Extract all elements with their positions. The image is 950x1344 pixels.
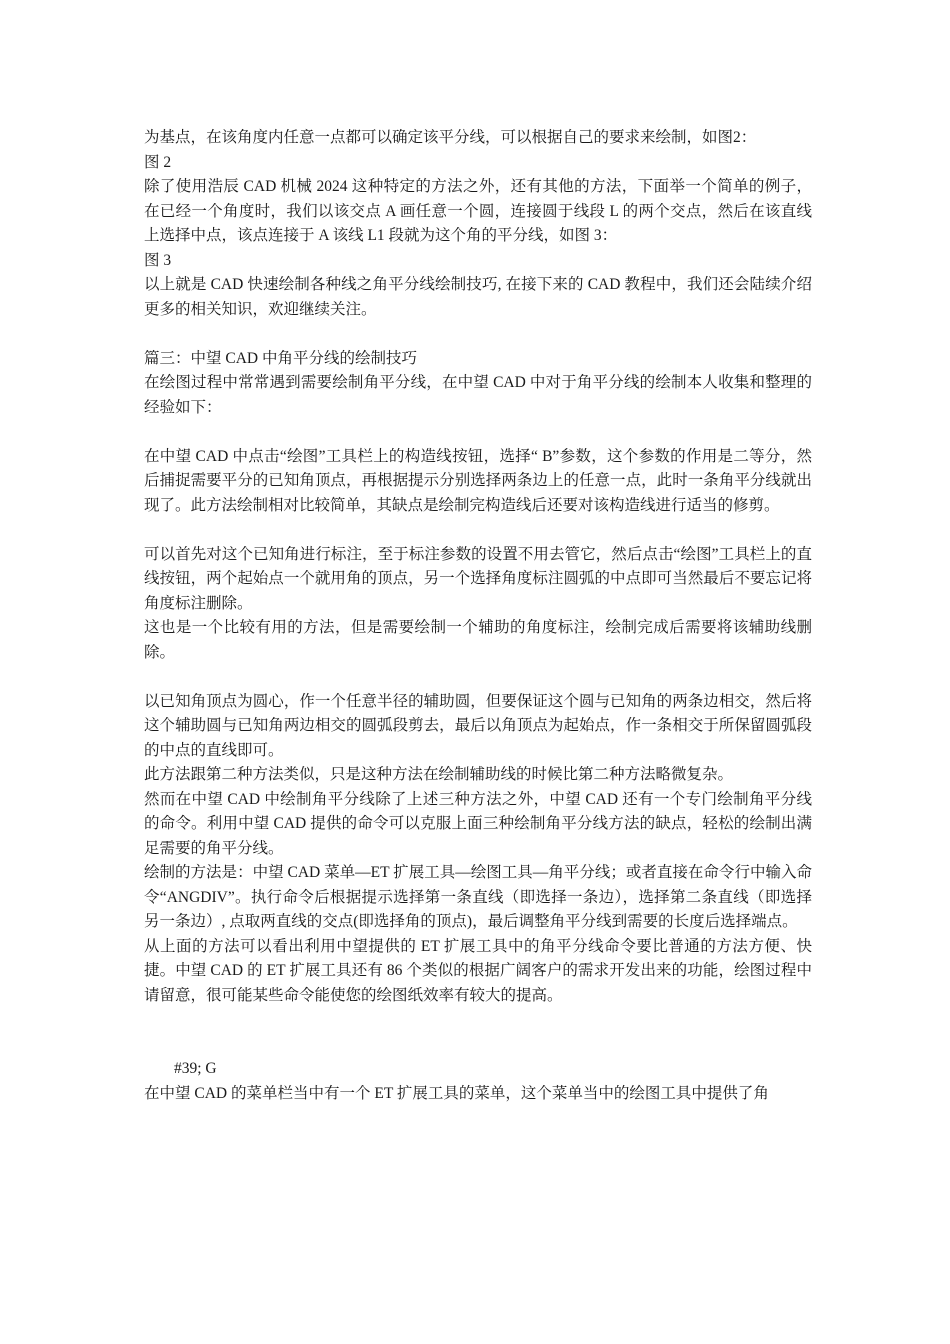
figure-caption: 图 3 [144,251,172,269]
spacer [144,665,812,690]
spacer [144,420,812,445]
spacer [144,1008,812,1057]
paragraph: 绘制的方法是：中望 CAD 菜单—ET 扩展工具—绘图工具—角平分线；或者直接在命令行中输入命令“ANGDIV”。执行命令后根据提示选择第一条直线（即选择一条边），选择第二条直线（即选择另一条边）, 点取两直线的交点(即选择角的顶点)，最后调整角平分线到需要的长度后选择端点。 [144,864,812,930]
paragraph: 在绘图过程中常常遇到需要绘制角平分线，在中望 CAD 中对于角平分线的绘制本人收集和整理的经验如下： [144,374,812,416]
spacer [144,518,812,543]
section-heading: 篇三：中望 CAD 中角平分线的绘制技巧 [144,349,417,367]
paragraph: 为基点，在该角度内任意一点都可以确定该平分线，可以根据自己的要求来绘制，如图2： [144,129,757,146]
paragraph: 除了使用浩辰 CAD 机械 2024 这种特定的方法之外，还有其他的方法，下面举一个简单的例子，在已经一个角度时，我们以该交点 A 画任意一个圆，连接圆于线段 L 的两个交点，然后在该直线上选择中点，该点连接于 A 该线 L1 段就为这个角的平分线，如图 3： [144,178,812,244]
paragraph: 在中望 CAD 的菜单栏当中有一个 ET 扩展工具的菜单，这个菜单当中的绘图工具中提供了角 [144,1084,769,1102]
document-body [144,126,812,1106]
paragraph: 以已知角顶点为圆心，作一个任意半径的辅助圆，但要保证这个圆与已知角的两条边相交，然后将这个辅助圆与已知角两边相交的圆弧段剪去，最后以角顶点为起始点，作一条相交于所保留圆弧段的中点的直线即可。 [144,692,812,759]
paragraph: 以上就是 CAD 快速绘制各种线之角平分线绘制技巧, 在接下来的 CAD 教程中，我们还会陆续介绍更多的相关知识，欢迎继续关注。 [144,276,812,318]
code-fragment: #39; G [174,1060,217,1077]
paragraph: 然而在中望 CAD 中绘制角平分线除了上述三种方法之外，中望 CAD 还有一个专门绘制角平分线的命令。利用中望 CAD 提供的命令可以克服上面三种绘制角平分线方法的缺点，轻松的绘制出满足需要的角平分线。 [144,790,812,857]
spacer [144,322,812,347]
paragraph: 在中望 CAD 中点击“绘图”工具栏上的构造线按钮，选择“ B”参数，这个参数的作用是二等分，然后捕捉需要平分的已知角顶点，再根据提示分别选择两条边上的任意一点，此时一条角平分线就出现了。此方法绘制相对比较简单，其缺点是绘制完构造线后还要对该构造线进行适当的修剪。 [144,447,812,514]
paragraph: 此方法跟第二种方法类似，只是这种方法在绘制辅助线的时候比第二种方法略微复杂。 [144,766,734,783]
paragraph: 可以首先对这个已知角进行标注，至于标注参数的设置不用去管它，然后点击“绘图”工具栏上的直线按钮，两个起始点一个就用角的顶点，另一个选择角度标注圆弧的中点即可当然最后不要忘记将角度标注删除。 [144,545,812,612]
paragraph: 这也是一个比较有用的方法，但是需要绘制一个辅助的角度标注，绘制完成后需要将该辅助线删除。 [144,619,812,661]
paragraph: 从上面的方法可以看出利用中望提供的 ET 扩展工具中的角平分线命令要比普通的方法方便、快捷。中望 CAD 的 ET 扩展工具还有 86 个类似的根据广阔客户的需求开发出来的功能，绘图过程中请留意，很可能某些命令能使您的绘图纸效率有较大的提高。 [144,937,812,1004]
figure-caption: 图 2 [144,153,172,171]
